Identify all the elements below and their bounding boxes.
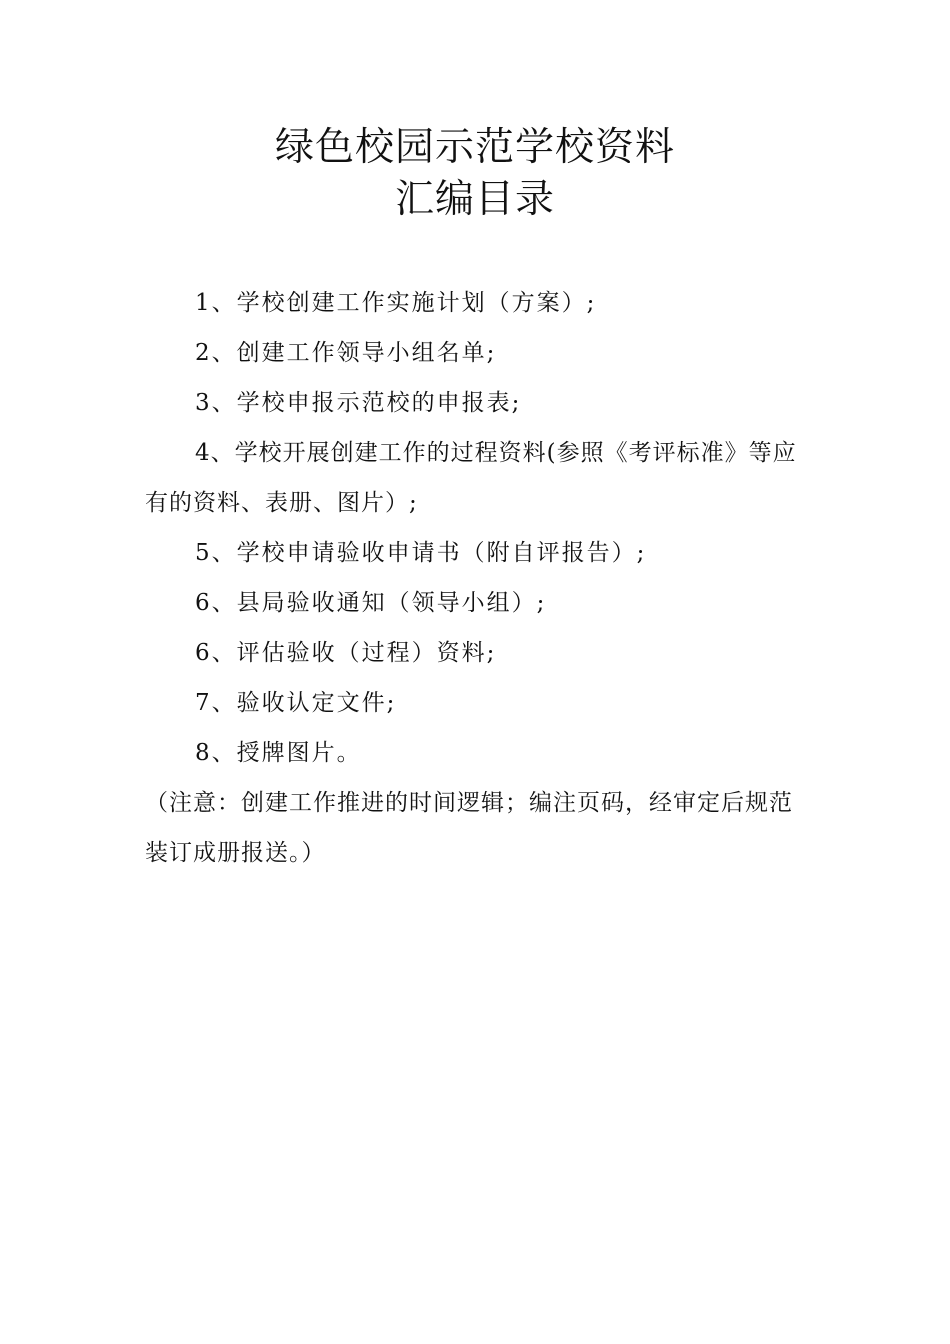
directory-list [145, 278, 810, 878]
list-item: 4、学校开展创建工作的过程资料(参照《考评标准》等应有的资料、表册、图片）; [145, 440, 797, 516]
document-title: 绿色校园示范学校资料 [274, 125, 675, 170]
list-item: 7、验收认定文件; [195, 690, 397, 716]
list-item: 8、授牌图片。 [195, 740, 362, 766]
list-item: 2、创建工作领导小组名单; [195, 340, 497, 366]
list-item: 3、学校申报示范校的申报表; [195, 390, 522, 416]
list-item: 6、评估验收（过程）资料; [195, 640, 497, 666]
list-item: 6、县局验收通知（领导小组）; [195, 590, 547, 616]
list-item: 1、学校创建工作实施计划（方案）; [195, 290, 597, 316]
note-paragraph: （注意：创建工作推进的时间逻辑；编注页码，经审定后规范装订成册报送。） [145, 790, 793, 866]
document-subtitle: 汇编目录 [394, 177, 555, 222]
list-item: 5、学校申请验收申请书（附自评报告）; [195, 540, 647, 566]
